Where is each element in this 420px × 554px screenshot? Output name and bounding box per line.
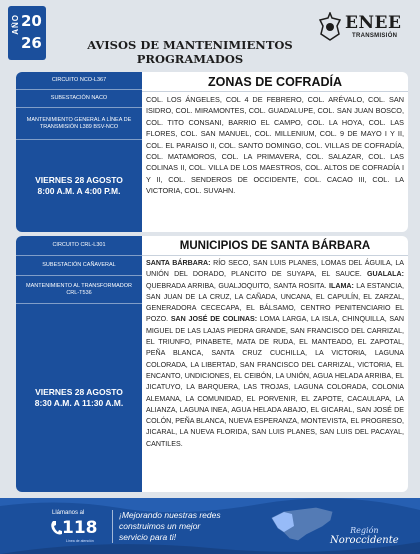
page-title-line2: PROGRAMADOS <box>136 52 244 66</box>
segment-text: LOMA LARGA, LA ISLA, CHINQUILLA, SAN MIGUEL DE LAS LAJAS PIEDRA GRANDE, SAN FRANCISCO DEL CARRIZAL, EL TRIUNFO, PINABETE, MATA DE RUDA, EL MANTEADO, EL ZAPOTAL, PEÑA BLANCA, SANTA CRUZ CUCHILLA, LA VICTORIA, LAGUNA COLORADA, LA LIBERTAD, SAN FRANCISCO DEL CARRIZAL, VICTORIA, EL ENCANTO, UNDICIONES, EL CEIBÓN, LA UNIÓN, AGUA HELADA ARRIBA, EL JICATUYO, LA BARQUERA, LAS TROJAS, LAGUNA COLORADA, COLONIA ALEMANA, LA COMUNIDAD, EL PORVENIR, EL ZAPOTE, CACAULAPA, LA ALIANZA, LAGUNA INEA, AGUA HELADA ABAJO, EL GICARAL, SAN JOSÉ DE COLÓN, PEÑA BLANCA, NUEVA ESPERANZA, MONTEVISTA, EL PROGRESO, JICARAL, LA NUEVA FLORIDA, SAN LUIS PLANES, SAN LUIS DEL PACAYAL, CANTILES. <box>146 315 404 448</box>
card-1-sidebar <box>16 72 142 232</box>
segment-label: SAN JOSÉ DE COLINAS: <box>170 315 258 324</box>
card-2-date: VIERNES 28 AGOSTO <box>35 387 123 397</box>
slogan-line3: servicio para ti! <box>119 532 177 542</box>
page-title <box>70 38 310 66</box>
card-2-schedule <box>16 304 142 492</box>
card-2-zone-title: MUNICIPIOS DE SANTA BÁRBARA <box>142 236 408 256</box>
card-2-circuit: CIRCUITO CRL-L301 <box>16 236 142 256</box>
maintenance-card-2 <box>16 236 408 492</box>
card-2-time: 8:30 A.M. A 11:30 A.M. <box>34 398 124 408</box>
card-1-schedule <box>16 140 142 232</box>
card-1-date: VIERNES 28 AGOSTO <box>35 175 123 185</box>
segment-text: LA ESTANCIA, SAN JUAN DE LA CRUZ, LA CAÑADA, UNCANA, EL CAPULÍN, EL ZARZAL, GENERADORA CECECAPA, EL BÁLSAMO, CENTRO PENITENCIARIO EL POZO. <box>146 281 404 324</box>
year-badge <box>8 6 46 60</box>
region-line1: Región <box>350 526 379 535</box>
card-2-sidebar <box>16 236 142 492</box>
call-sub: Línea de atención <box>66 539 94 543</box>
header <box>0 0 420 64</box>
segment-text: RÍO SECO, SAN LUIS PLANES, LOMAS DEL ÁGUILA, LA UNIÓN DEL DORADO, PLANCITO DE SUYAPA, EL SAUCE. <box>146 259 404 279</box>
page-title-line1: AVISOS DE MANTENIMIENTOS <box>87 38 293 52</box>
segment-label: ILAMA: <box>329 281 354 290</box>
maintenance-card-1 <box>16 72 408 232</box>
slogan-line2: construimos un mejor <box>119 521 201 531</box>
region-line2: Noroccidente <box>330 535 399 546</box>
card-2-zone-list <box>146 258 404 450</box>
year-top: 20 <box>21 12 42 30</box>
brand-name: ENEE <box>345 13 402 33</box>
phone-icon <box>50 520 62 536</box>
card-2-substation: SUBESTACIÓN CAÑAVERAL <box>16 256 142 276</box>
slogan <box>112 510 262 543</box>
card-1-zone-title: ZONAS DE COFRADÍA <box>142 72 408 92</box>
enee-logo-icon <box>318 12 342 42</box>
card-1-circuit: CIRCUITO NCO-L367 <box>16 72 142 90</box>
slogan-line1: ¡Mejorando nuestras redes <box>119 510 221 520</box>
call-number[interactable]: 118 <box>62 518 98 538</box>
footer <box>0 498 420 554</box>
segment-label: SANTA BÁRBARA: <box>146 259 211 267</box>
region-label <box>330 526 399 546</box>
card-2-maintenance: MANTENIMIENTO AL TRANSFORMADOR CRL-T536 <box>16 276 142 304</box>
call-label: Llámanos al <box>52 510 85 516</box>
year-bottom: 26 <box>21 34 42 52</box>
card-1-substation: SUBESTACIÓN NACO <box>16 90 142 108</box>
segment-text: QUEBRADA ARRIBA, GUALJOQUITO, SANTA ROSITA. <box>146 281 330 290</box>
card-1-zone-list: COL. LOS ÁNGELES, COL 4 DE FEBRERO, COL. ARÉVALO, COL. SAN ISIDRO, COL. MIRAMONTES, COL. GUADALUPE, COL. SAN JUAN BOSCO, COL. TITO CONSANI, BARRIO EL CAMPO, COL. LA HOYA, COL. LAS FLORES, COL. SAN MANUEL, COL. MILLENIUM, COL. 9 DE MAYO I Y II, COL. EL PARAISO II, COL. SANTO DOMINGO, COL. VILLAS DE COFRADÍA, COL. MATAMOROS, COL. LA PRIMAVERA, COL. SALAZAR, COL. LAS COLINAS II, COL. VILLA DE LOS MAESTROS, COL. ALTOS DE COFRADÍA I Y II, COL. SENDEROS DE OCCIDENTE, COL. CACAO III, COL. LA VICTORIA, COL. SUVAHN. <box>146 95 404 196</box>
honduras-map-icon <box>270 504 336 546</box>
segment-label: GUALALA: <box>366 270 404 279</box>
card-1-maintenance: MANTENIMIENTO GENERAL A LÍNEA DE TRANSMISIÓN L389 BSV-NCO <box>16 108 142 140</box>
brand-sub: TRANSMISIÓN <box>352 33 398 39</box>
year-label: AÑO <box>11 14 20 35</box>
card-1-time: 8:00 A.M. A 4:00 P.M. <box>37 186 121 196</box>
